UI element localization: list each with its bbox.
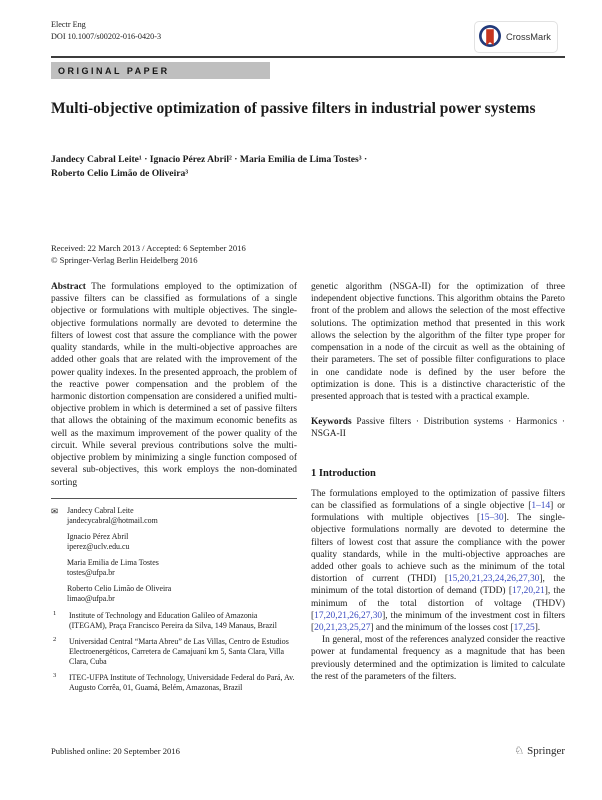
intro-paragraph-1: The formulations employed to the optimization of passive filters can be classified as formulations of a single objective [1–14] or formulations with multiple objectives [15–30]. The single-objective formulations normally are devoted to determine the filters of lowest cost that assure the compliance with the power quality standards, while in the multi-objective approaches are added other goals to achieve such as the minimum of the total distortion of current (THDI) [15,20,21,23,24,26,27,30], the minimum of the total distortion of demand (TDD) [17,20,21], the minimum of the total distortion of voltage (THDV) [17,20,21,26,27,30], the minimum of the investment cost in filters [20,21,23,25,27] and the minimum of the losses cost [17,25]. — [311, 488, 566, 634]
header-rule — [51, 56, 565, 58]
affiliation-marker: 3 — [53, 672, 57, 680]
dates-block — [51, 243, 246, 266]
abstract-label: Abstract — [51, 282, 86, 292]
citation-link[interactable]: 17,20,21 — [511, 586, 545, 597]
copyright-line: © Springer-Verlag Berlin Heidelberg 2016 — [51, 254, 198, 265]
correspondent-name: Maria Emilia de Lima Tostes — [67, 558, 159, 568]
citation-link[interactable]: 17,20,21,26,27,30 — [314, 610, 383, 621]
article-type-bar — [51, 62, 270, 79]
section-heading-introduction: 1 Introduction — [311, 467, 376, 479]
affiliation — [51, 673, 297, 693]
crossmark-badge[interactable] — [474, 21, 558, 53]
correspondence-block — [51, 506, 297, 694]
correspondent-name: Jandecy Cabral Leite — [67, 505, 134, 515]
correspondent-email[interactable]: limao@ufpa.br — [67, 594, 115, 604]
correspondent-name: Ignacio Pérez Abril — [67, 531, 129, 541]
right-column — [311, 281, 565, 693]
citation-link[interactable]: 20,21,23,25,27 — [314, 623, 371, 634]
springer-wordmark: Springer — [527, 744, 565, 757]
springer-knight-icon: ♘ — [514, 745, 525, 757]
correspondence-entry — [51, 584, 297, 604]
correspondence-entry — [51, 506, 297, 526]
citation-link[interactable]: 1–14 — [531, 500, 551, 511]
correspondent-name: Roberto Celio Limão de Oliveira — [67, 584, 172, 594]
correspondence-entry — [51, 558, 297, 578]
author-list — [51, 153, 531, 182]
abstract-text-col1: The formulations employed to the optimization of passive filters can be classified as formulations of a single objective or formulations with multiple objectives. The single-objective formulations normally are devoted to determine the filters of lowest cost that assure the compliance with the power quality standards, while in the multi-objective approaches are added other goals that are related with the improvement of the power quality indexes. In the presented approach, the problem of the reactive power compensation and the problem of the harmonic distortion compensation are considered a unified multi-objective problem in which is determined a set of passive filters that allows the obtaining of the maximum economic benefits as well as the maximum improvement of the power quality of the circuit. While several previous contributions solve the multi-objective problem by minimizing a single function composed of several sub-objectives, this work employs the non-dominated sorting — [51, 282, 297, 488]
citation-link[interactable]: 17,25 — [513, 623, 535, 634]
affiliation-marker: 2 — [53, 635, 57, 643]
page-footer — [51, 744, 565, 757]
keywords-block — [311, 416, 565, 440]
doi: DOI 10.1007/s00202-016-0420-3 — [51, 32, 162, 42]
journal-header — [51, 19, 161, 44]
correspondent-email[interactable]: jandecycabral@hotmail.com — [67, 515, 158, 525]
left-column — [51, 281, 297, 693]
two-column-body — [51, 281, 565, 693]
affiliation-text: Universidad Central “Marta Abreu” de Las Villas, Centro de Estudios Electroenergéticos, Carretera de Camajuaní km 5, Santa Clara, Villa Clara, Cuba — [69, 636, 289, 667]
envelope-icon: ✉ — [51, 505, 59, 516]
abstract-continuation: genetic algorithm (NSGA-II) for the optimization of three independent objective functions. This algorithm obtains the Pareto front of the problem and allows the selection of the most effective solutions. The optimization method that presented in this work allows the selection by the algorithm of the filter type proper for compensation in a node of the circuit as well as the obtaining of their parameters. The set of possible filter configurations to place in one candidate node is defined by the user before the optimization is done. This is a distinctive characteristic of the presented approach that is tested with a practical example. — [311, 282, 565, 402]
keywords-text: Passive filters · Distribution systems · Harmonics · NSGA-II — [311, 417, 565, 440]
affiliation — [51, 611, 297, 631]
author-line: Roberto Celio Limão de Oliveira³ — [51, 168, 189, 180]
article-type-label: ORIGINAL PAPER — [58, 65, 170, 76]
affiliation — [51, 637, 297, 667]
correspondent-email[interactable]: iperez@uclv.edu.cu — [67, 542, 130, 552]
springer-logo — [514, 744, 565, 757]
correspondent-email[interactable]: tostes@ufpa.br — [67, 568, 115, 578]
crossmark-label: CrossMark — [506, 32, 551, 42]
published-online: Published online: 20 September 2016 — [51, 745, 180, 756]
citation-link[interactable]: 15,20,21,23,24,26,27,30 — [447, 574, 540, 585]
footnote-divider — [51, 498, 297, 499]
affiliation-marker: 1 — [53, 609, 57, 617]
journal-name: Electr Eng — [51, 20, 86, 29]
abstract-paragraph — [51, 281, 297, 489]
affiliation-text: ITEC-UFPA Institute of Technology, Universidade Federal do Pará, Av. Augusto Corrêa, 01, Guamá, Belém, Amazonas, Brazil — [69, 673, 295, 693]
correspondence-entry — [51, 532, 297, 552]
author-line: Jandecy Cabral Leite¹ · Ignacio Pérez Abril² · Maria Emilia de Lima Tostes³ · — [51, 154, 368, 165]
affiliation-text: Institute of Technology and Education Galileo of Amazonia (ITEGAM), Praça Francisco Pereira da Silva, 149 Manaus, Brazil — [69, 610, 277, 630]
keywords-label: Keywords — [311, 417, 352, 428]
crossmark-icon — [478, 24, 502, 50]
intro-paragraph-2: In general, most of the references analyzed consider the reactive power at fundamental frequency as a magnitude that has been previously determined and the optimization is limited to calculate the rest of the parameters of the filters. — [311, 635, 565, 682]
citation-link[interactable]: 15–30 — [480, 513, 504, 524]
received-accepted: Received: 22 March 2013 / Accepted: 6 September 2016 — [51, 243, 246, 253]
page-title: Multi-objective optimization of passive filters in industrial power systems — [51, 100, 536, 117]
